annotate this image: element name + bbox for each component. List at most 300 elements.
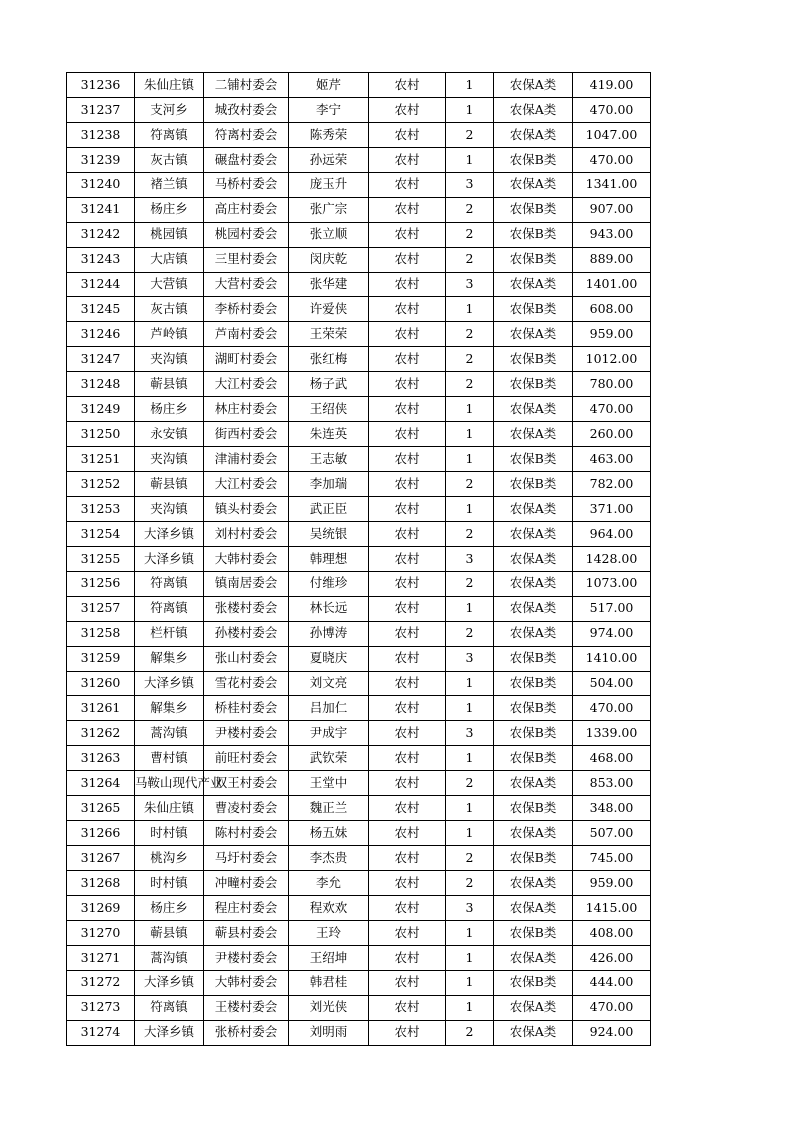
residence-type-cell: 农村 [369,73,446,98]
insurance-category-cell: 农保B类 [494,347,573,372]
town-cell: 蕲县镇 [135,472,204,497]
amount-cell: 260.00 [573,422,651,447]
household-count-cell: 1 [446,496,494,521]
person-name-cell: 武正臣 [289,496,369,521]
person-name-cell: 许爱侠 [289,297,369,322]
insurance-category-cell: 农保B类 [494,796,573,821]
amount-cell: 745.00 [573,846,651,871]
person-name-cell: 李杰贵 [289,846,369,871]
person-name-cell: 刘明雨 [289,1020,369,1045]
village-committee-cell: 张桥村委会 [204,1020,289,1045]
record-id-cell: 31258 [67,621,135,646]
town-cell: 大泽乡镇 [135,970,204,995]
person-name-cell: 韩君桂 [289,970,369,995]
residence-type-cell: 农村 [369,596,446,621]
record-id-cell: 31255 [67,546,135,571]
village-committee-cell: 马圩村委会 [204,846,289,871]
record-id-cell: 31237 [67,97,135,122]
amount-cell: 517.00 [573,596,651,621]
record-id-cell: 31273 [67,995,135,1020]
town-cell: 芦岭镇 [135,322,204,347]
table-row [67,796,651,821]
household-count-cell: 1 [446,796,494,821]
household-count-cell: 2 [446,871,494,896]
record-id-cell: 31239 [67,147,135,172]
town-cell: 杨庄乡 [135,197,204,222]
person-name-cell: 李宁 [289,97,369,122]
insurance-category-cell: 农保A类 [494,596,573,621]
person-name-cell: 王玲 [289,920,369,945]
amount-cell: 1410.00 [573,646,651,671]
table-row [67,920,651,945]
insurance-category-cell: 农保A类 [494,871,573,896]
household-count-cell: 2 [446,197,494,222]
person-name-cell: 夏晓庆 [289,646,369,671]
record-id-cell: 31244 [67,272,135,297]
insurance-category-cell: 农保A类 [494,895,573,920]
amount-cell: 1073.00 [573,571,651,596]
table-row [67,322,651,347]
table-row [67,871,651,896]
residence-type-cell: 农村 [369,646,446,671]
record-id-cell: 31260 [67,671,135,696]
insurance-category-cell: 农保B类 [494,846,573,871]
town-cell: 桃沟乡 [135,846,204,871]
amount-cell: 470.00 [573,97,651,122]
table-row [67,172,651,197]
town-cell: 朱仙庄镇 [135,796,204,821]
town-cell: 符离镇 [135,122,204,147]
person-name-cell: 林长远 [289,596,369,621]
household-count-cell: 1 [446,746,494,771]
residence-type-cell: 农村 [369,147,446,172]
amount-cell: 463.00 [573,447,651,472]
residence-type-cell: 农村 [369,995,446,1020]
residence-type-cell: 农村 [369,771,446,796]
insurance-category-cell: 农保B类 [494,646,573,671]
village-committee-cell: 街西村委会 [204,422,289,447]
record-id-cell: 31257 [67,596,135,621]
village-committee-cell: 镇南居委会 [204,571,289,596]
town-cell: 蒿沟镇 [135,945,204,970]
household-count-cell: 1 [446,97,494,122]
table-row [67,297,651,322]
table-row [67,721,651,746]
household-count-cell: 2 [446,1020,494,1045]
record-id-cell: 31243 [67,247,135,272]
household-count-cell: 1 [446,596,494,621]
household-count-cell: 2 [446,322,494,347]
village-committee-cell: 高庄村委会 [204,197,289,222]
amount-cell: 1339.00 [573,721,651,746]
household-count-cell: 1 [446,73,494,98]
residence-type-cell: 农村 [369,571,446,596]
person-name-cell: 朱连英 [289,422,369,447]
insurance-category-cell: 农保A类 [494,521,573,546]
insurance-category-cell: 农保B类 [494,222,573,247]
insurance-category-cell: 农保B类 [494,372,573,397]
village-committee-cell: 大江村委会 [204,372,289,397]
insurance-category-cell: 农保B类 [494,671,573,696]
amount-cell: 507.00 [573,821,651,846]
amount-cell: 782.00 [573,472,651,497]
insurance-category-cell: 农保A类 [494,97,573,122]
table-row [67,945,651,970]
insurance-category-cell: 农保A类 [494,397,573,422]
table-row [67,995,651,1020]
village-committee-cell: 张山村委会 [204,646,289,671]
household-count-cell: 1 [446,447,494,472]
household-count-cell: 1 [446,147,494,172]
record-id-cell: 31271 [67,945,135,970]
residence-type-cell: 农村 [369,347,446,372]
household-count-cell: 3 [446,172,494,197]
person-name-cell: 程欢欢 [289,895,369,920]
village-committee-cell: 林庄村委会 [204,397,289,422]
record-id-cell: 31238 [67,122,135,147]
town-cell: 夹沟镇 [135,347,204,372]
person-name-cell: 姬芹 [289,73,369,98]
person-name-cell: 孙博涛 [289,621,369,646]
record-id-cell: 31254 [67,521,135,546]
village-committee-cell: 孙楼村委会 [204,621,289,646]
person-name-cell: 王荣荣 [289,322,369,347]
residence-type-cell: 农村 [369,247,446,272]
town-cell: 支河乡 [135,97,204,122]
village-committee-cell: 大韩村委会 [204,970,289,995]
town-cell: 桃园镇 [135,222,204,247]
amount-cell: 959.00 [573,871,651,896]
amount-cell: 907.00 [573,197,651,222]
insurance-category-cell: 农保A类 [494,821,573,846]
village-committee-cell: 王楼村委会 [204,995,289,1020]
household-count-cell: 3 [446,646,494,671]
household-count-cell: 2 [446,846,494,871]
household-count-cell: 1 [446,297,494,322]
table-row [67,621,651,646]
household-count-cell: 1 [446,422,494,447]
record-id-cell: 31263 [67,746,135,771]
village-committee-cell: 津浦村委会 [204,447,289,472]
village-committee-cell: 三里村委会 [204,247,289,272]
record-id-cell: 31265 [67,796,135,821]
household-count-cell: 3 [446,895,494,920]
person-name-cell: 刘文亮 [289,671,369,696]
residence-type-cell: 农村 [369,172,446,197]
village-committee-cell: 符离村委会 [204,122,289,147]
town-cell: 蒿沟镇 [135,721,204,746]
residence-type-cell: 农村 [369,521,446,546]
residence-type-cell: 农村 [369,796,446,821]
residence-type-cell: 农村 [369,746,446,771]
person-name-cell: 孙远荣 [289,147,369,172]
residence-type-cell: 农村 [369,696,446,721]
table-row [67,696,651,721]
village-committee-cell: 芦南村委会 [204,322,289,347]
person-name-cell: 王志敏 [289,447,369,472]
amount-cell: 468.00 [573,746,651,771]
record-id-cell: 31251 [67,447,135,472]
insurance-category-cell: 农保A类 [494,546,573,571]
insurance-category-cell: 农保B类 [494,696,573,721]
household-count-cell: 2 [446,222,494,247]
residence-type-cell: 农村 [369,721,446,746]
amount-cell: 470.00 [573,147,651,172]
village-committee-cell: 双王村委会 [204,771,289,796]
amount-cell: 1428.00 [573,546,651,571]
record-id-cell: 31264 [67,771,135,796]
village-committee-cell: 陈村村委会 [204,821,289,846]
table-row [67,197,651,222]
person-name-cell: 吴统银 [289,521,369,546]
table-row [67,571,651,596]
village-committee-cell: 大韩村委会 [204,546,289,571]
record-id-cell: 31253 [67,496,135,521]
record-id-cell: 31269 [67,895,135,920]
household-count-cell: 1 [446,920,494,945]
village-committee-cell: 镇头村委会 [204,496,289,521]
record-id-cell: 31242 [67,222,135,247]
amount-cell: 924.00 [573,1020,651,1045]
amount-cell: 419.00 [573,73,651,98]
table-row [67,895,651,920]
amount-cell: 1341.00 [573,172,651,197]
table-row [67,1020,651,1045]
insurance-category-cell: 农保A类 [494,172,573,197]
residence-type-cell: 农村 [369,422,446,447]
residence-type-cell: 农村 [369,846,446,871]
town-cell: 朱仙庄镇 [135,73,204,98]
insurance-category-cell: 农保A类 [494,945,573,970]
residence-type-cell: 农村 [369,895,446,920]
beneficiary-table-body [67,73,651,1046]
residence-type-cell: 农村 [369,920,446,945]
household-count-cell: 3 [446,546,494,571]
person-name-cell: 尹成宇 [289,721,369,746]
table-row [67,147,651,172]
town-cell: 夹沟镇 [135,447,204,472]
table-row [67,422,651,447]
insurance-category-cell: 农保B类 [494,197,573,222]
record-id-cell: 31240 [67,172,135,197]
record-id-cell: 31245 [67,297,135,322]
table-row [67,372,651,397]
household-count-cell: 2 [446,521,494,546]
amount-cell: 943.00 [573,222,651,247]
village-committee-cell: 刘村村委会 [204,521,289,546]
person-name-cell: 王绍侠 [289,397,369,422]
record-id-cell: 31268 [67,871,135,896]
record-id-cell: 31272 [67,970,135,995]
amount-cell: 959.00 [573,322,651,347]
residence-type-cell: 农村 [369,222,446,247]
town-cell: 杨庄乡 [135,895,204,920]
town-cell: 时村镇 [135,871,204,896]
insurance-category-cell: 农保A类 [494,1020,573,1045]
household-count-cell: 3 [446,721,494,746]
table-row [67,397,651,422]
person-name-cell: 魏正兰 [289,796,369,821]
person-name-cell: 刘光侠 [289,995,369,1020]
village-committee-cell: 李桥村委会 [204,297,289,322]
table-row [67,122,651,147]
person-name-cell: 王绍坤 [289,945,369,970]
insurance-category-cell: 农保A类 [494,496,573,521]
town-cell: 大泽乡镇 [135,546,204,571]
town-cell: 时村镇 [135,821,204,846]
village-committee-cell: 尹楼村委会 [204,945,289,970]
person-name-cell: 李加瑞 [289,472,369,497]
amount-cell: 974.00 [573,621,651,646]
amount-cell: 348.00 [573,796,651,821]
record-id-cell: 31261 [67,696,135,721]
amount-cell: 964.00 [573,521,651,546]
household-count-cell: 2 [446,122,494,147]
person-name-cell: 庞玉升 [289,172,369,197]
town-cell: 马鞍山现代产业 [135,771,204,796]
person-name-cell: 张红梅 [289,347,369,372]
table-row [67,347,651,372]
town-cell: 大营镇 [135,272,204,297]
record-id-cell: 31246 [67,322,135,347]
residence-type-cell: 农村 [369,496,446,521]
table-row [67,846,651,871]
table-row [67,970,651,995]
town-cell: 灰古镇 [135,297,204,322]
residence-type-cell: 农村 [369,871,446,896]
town-cell: 解集乡 [135,646,204,671]
person-name-cell: 韩理想 [289,546,369,571]
person-name-cell: 闵庆乾 [289,247,369,272]
village-committee-cell: 桃园村委会 [204,222,289,247]
person-name-cell: 杨五妹 [289,821,369,846]
amount-cell: 1401.00 [573,272,651,297]
beneficiary-table [66,72,651,1046]
table-row [67,671,651,696]
amount-cell: 780.00 [573,372,651,397]
town-cell: 灰古镇 [135,147,204,172]
insurance-category-cell: 农保A类 [494,322,573,347]
town-cell: 曹村镇 [135,746,204,771]
amount-cell: 408.00 [573,920,651,945]
village-committee-cell: 尹楼村委会 [204,721,289,746]
person-name-cell: 张华建 [289,272,369,297]
table-row [67,821,651,846]
table-row [67,272,651,297]
table-row [67,447,651,472]
residence-type-cell: 农村 [369,546,446,571]
table-row [67,546,651,571]
household-count-cell: 2 [446,571,494,596]
insurance-category-cell: 农保A类 [494,621,573,646]
household-count-cell: 2 [446,771,494,796]
household-count-cell: 1 [446,995,494,1020]
table-row [67,496,651,521]
insurance-category-cell: 农保B类 [494,147,573,172]
table-row [67,646,651,671]
town-cell: 大泽乡镇 [135,671,204,696]
household-count-cell: 1 [446,671,494,696]
insurance-category-cell: 农保A类 [494,272,573,297]
amount-cell: 444.00 [573,970,651,995]
table-row [67,97,651,122]
insurance-category-cell: 农保A类 [494,995,573,1020]
person-name-cell: 武钦荣 [289,746,369,771]
table-row [67,73,651,98]
insurance-category-cell: 农保A类 [494,571,573,596]
insurance-category-cell: 农保B类 [494,447,573,472]
amount-cell: 889.00 [573,247,651,272]
person-name-cell: 张立顺 [289,222,369,247]
person-name-cell: 付维珍 [289,571,369,596]
insurance-category-cell: 农保A类 [494,122,573,147]
village-committee-cell: 大营村委会 [204,272,289,297]
residence-type-cell: 农村 [369,472,446,497]
household-count-cell: 2 [446,472,494,497]
insurance-category-cell: 农保B类 [494,297,573,322]
town-cell: 夹沟镇 [135,496,204,521]
household-count-cell: 1 [446,696,494,721]
village-committee-cell: 冲疃村委会 [204,871,289,896]
household-count-cell: 1 [446,397,494,422]
residence-type-cell: 农村 [369,621,446,646]
insurance-category-cell: 农保B类 [494,247,573,272]
table-row [67,596,651,621]
amount-cell: 1012.00 [573,347,651,372]
table-row [67,247,651,272]
residence-type-cell: 农村 [369,122,446,147]
record-id-cell: 31259 [67,646,135,671]
amount-cell: 1047.00 [573,122,651,147]
residence-type-cell: 农村 [369,447,446,472]
record-id-cell: 31248 [67,372,135,397]
town-cell: 解集乡 [135,696,204,721]
person-name-cell: 李允 [289,871,369,896]
insurance-category-cell: 农保B类 [494,472,573,497]
person-name-cell: 杨子武 [289,372,369,397]
insurance-category-cell: 农保B类 [494,746,573,771]
amount-cell: 470.00 [573,696,651,721]
person-name-cell: 陈秀荣 [289,122,369,147]
insurance-category-cell: 农保A类 [494,771,573,796]
town-cell: 杨庄乡 [135,397,204,422]
residence-type-cell: 农村 [369,197,446,222]
town-cell: 符离镇 [135,596,204,621]
residence-type-cell: 农村 [369,970,446,995]
insurance-category-cell: 农保A类 [494,73,573,98]
insurance-category-cell: 农保B类 [494,920,573,945]
village-committee-cell: 大江村委会 [204,472,289,497]
household-count-cell: 2 [446,621,494,646]
amount-cell: 470.00 [573,995,651,1020]
town-cell: 符离镇 [135,995,204,1020]
person-name-cell: 王堂中 [289,771,369,796]
table-row [67,746,651,771]
town-cell: 永安镇 [135,422,204,447]
town-cell: 栏杆镇 [135,621,204,646]
residence-type-cell: 农村 [369,945,446,970]
amount-cell: 371.00 [573,496,651,521]
residence-type-cell: 农村 [369,297,446,322]
residence-type-cell: 农村 [369,397,446,422]
village-committee-cell: 桥桂村委会 [204,696,289,721]
record-id-cell: 31267 [67,846,135,871]
village-committee-cell: 雪花村委会 [204,671,289,696]
record-id-cell: 31256 [67,571,135,596]
insurance-category-cell: 农保B类 [494,721,573,746]
amount-cell: 853.00 [573,771,651,796]
table-row [67,472,651,497]
